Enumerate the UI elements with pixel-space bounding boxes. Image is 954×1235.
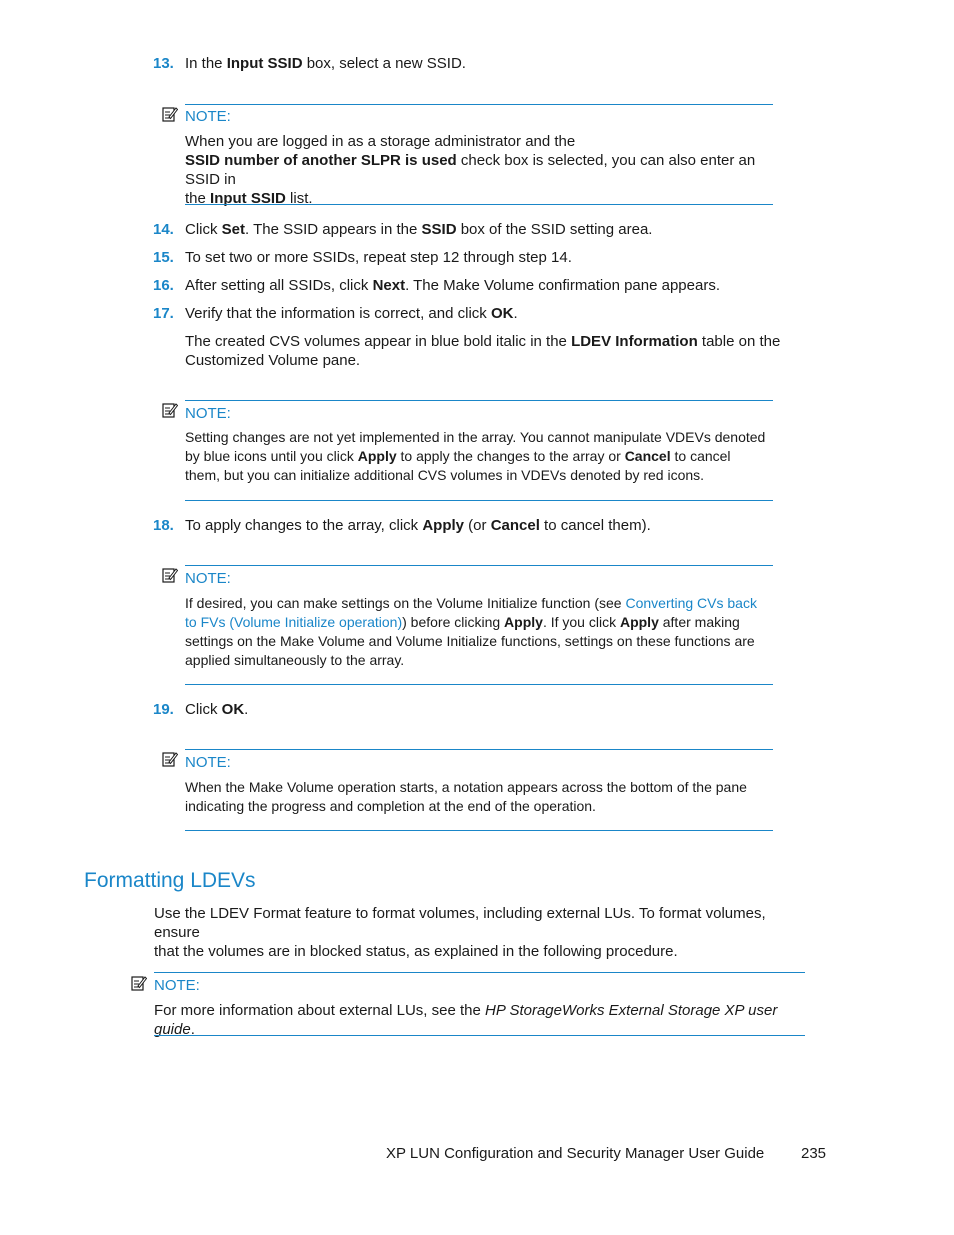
note-top-rule bbox=[154, 972, 805, 973]
note-label: NOTE: bbox=[185, 405, 231, 422]
note-pencil-icon bbox=[162, 751, 178, 767]
step-number: 15. bbox=[153, 249, 174, 266]
step-number: 13. bbox=[153, 55, 174, 72]
note-label: NOTE: bbox=[154, 977, 200, 994]
step-text: To set two or more SSIDs, repeat step 12 through step 14. bbox=[185, 249, 572, 266]
note-body: Setting changes are not yet implemented in the array. You cannot manipulate VDEVs denoted by blue icons until you click Apply to apply the changes to the array or Cancel to cancel them, but you can initialize additional CVS volumes in VDEVs denoted by red icons. bbox=[185, 429, 766, 483]
note-pencil-icon bbox=[131, 975, 147, 991]
note-bottom-rule bbox=[185, 204, 773, 205]
section-heading: Formatting LDEVs bbox=[84, 869, 256, 892]
note-bottom-rule bbox=[185, 830, 773, 831]
note-body: When you are logged in as a storage administrator and the SSID number of another SLPR is used check box is selected, you can also enter an SSID in the Input SSID list. bbox=[185, 133, 756, 207]
note-body: For more information about external LUs, see the HP StorageWorks External Storage XP user guide. bbox=[154, 1002, 778, 1038]
note-label: NOTE: bbox=[185, 108, 231, 125]
note-label: NOTE: bbox=[185, 754, 231, 771]
note-body: When the Make Volume operation starts, a notation appears across the bottom of the pane indicating the progress and completion at the end of the operation. bbox=[185, 779, 747, 814]
converting-cvs-link[interactable]: Converting CVs back bbox=[625, 595, 757, 611]
step-number: 14. bbox=[153, 221, 174, 238]
footer-title: XP LUN Configuration and Security Manager User Guide bbox=[386, 1145, 765, 1162]
note-top-rule bbox=[185, 104, 773, 105]
step-text: Click Set. The SSID appears in the SSID box of the SSID setting area. bbox=[185, 221, 653, 238]
step-text: To apply changes to the array, click Apply (or Cancel to cancel them). bbox=[185, 517, 651, 534]
step-number: 18. bbox=[153, 517, 174, 534]
converting-cvs-link-continued[interactable]: to FVs (Volume Initialize operation) bbox=[185, 614, 403, 630]
note-top-rule bbox=[185, 400, 773, 401]
note-top-rule bbox=[185, 565, 773, 566]
section-paragraph: Use the LDEV Format feature to format volumes, including external LUs. To format volumes, ensure that the volumes are in blocked status, as explained in the following procedure. bbox=[154, 905, 766, 960]
step-number: 17. bbox=[153, 305, 174, 322]
note-bottom-rule bbox=[154, 1035, 805, 1036]
step-text: Click OK. bbox=[185, 701, 249, 718]
step-text: Verify that the information is correct, and click OK. bbox=[185, 305, 518, 322]
note-label: NOTE: bbox=[185, 570, 231, 587]
step-text: After setting all SSIDs, click Next. The Make Volume confirmation pane appears. bbox=[185, 277, 720, 294]
note-top-rule bbox=[185, 749, 773, 750]
note-bottom-rule bbox=[185, 500, 773, 501]
note-pencil-icon bbox=[162, 106, 178, 122]
note-bottom-rule bbox=[185, 684, 773, 685]
note-body: If desired, you can make settings on the Volume Initialize function (see Converting CVs back to FVs (Volume Initialize operation)) before clicking Apply. If you click Apply after making settings on the Make Volume and Volume Initialize functions, settings on these functions are applied simultaneously to the array. bbox=[185, 595, 757, 668]
step-text: In the Input SSID box, select a new SSID. bbox=[185, 55, 466, 72]
step-paragraph: The created CVS volumes appear in blue bold italic in the LDEV Information table on the Customized Volume pane. bbox=[185, 333, 781, 369]
page-number: 235 bbox=[801, 1145, 827, 1162]
note-pencil-icon bbox=[162, 402, 178, 418]
note-pencil-icon bbox=[162, 567, 178, 583]
step-number: 19. bbox=[153, 701, 174, 718]
step-number: 16. bbox=[153, 277, 174, 294]
